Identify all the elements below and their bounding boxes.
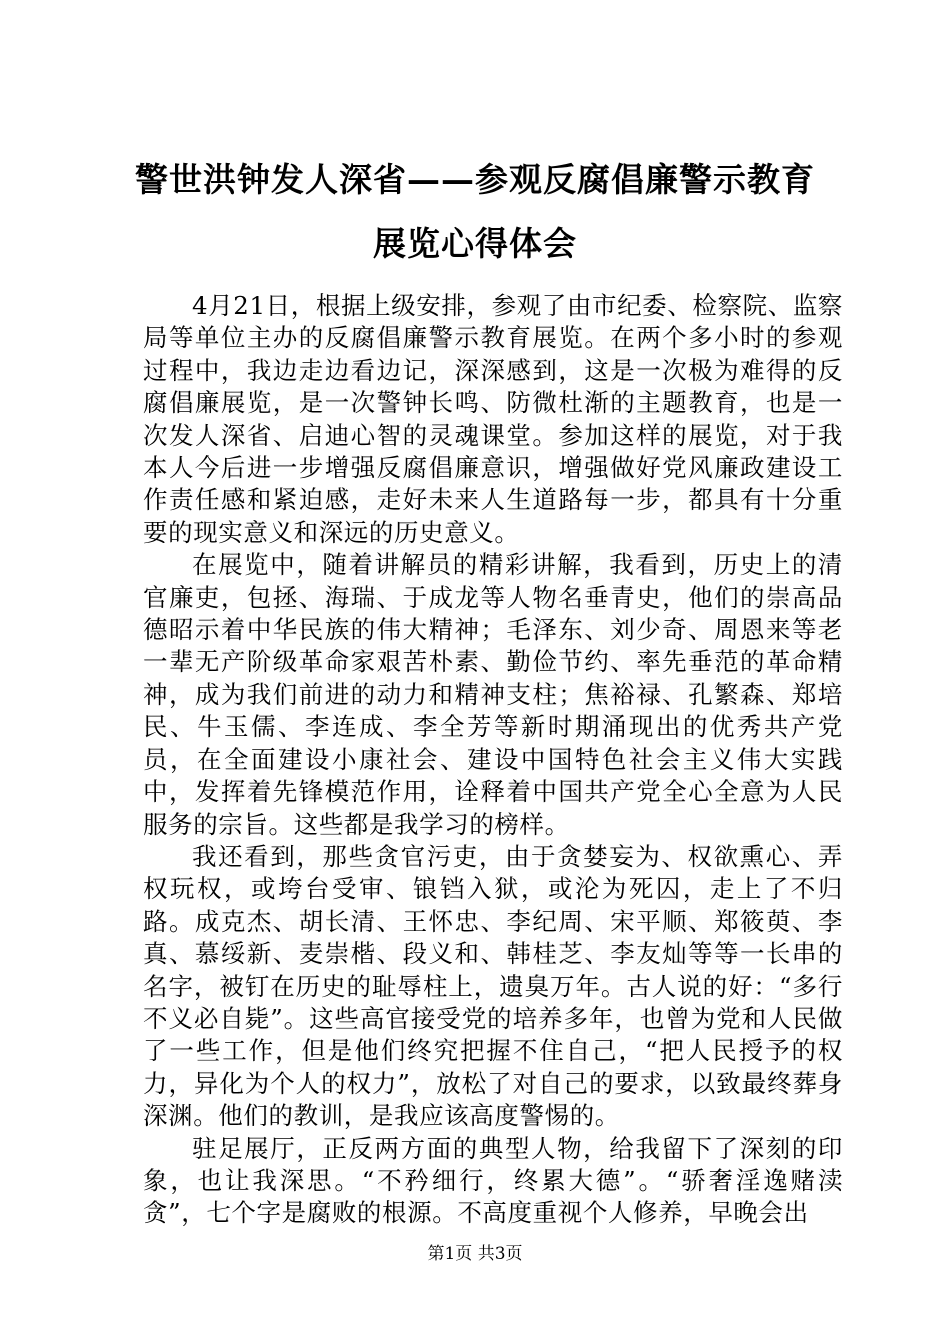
page-number-footer: 第1页 共3页	[427, 1244, 523, 1264]
paragraph: 我还看到，那些贪官污吏，由于贪婪妄为、权欲熏心、弄权玩权，或垮台受审、锒铛入狱，或沦为死囚，走上了不归路。成克杰、胡长清、王怀忠、李纪周、宋平顺、郑筱萸、李真、慕绥新、麦崇楷、段义和、韩桂芝、李友灿等等一长串的名字，被钉在历史的耻辱柱上，遗臭万年。古人说的好：“多行不义必自毙”。这些高官接受党的培养多年，也曾为党和人民做了一些工作，但是他们终究把握不住自己，“把人民授予的权力，异化为个人的权力”，放松了对自己的要求，以致最终葬身深渊。他们的教训，是我应该高度警惕的。	[143, 841, 843, 1131]
paragraph: 4月21日，根据上级安排，参观了由市纪委、检察院、监察局等单位主办的反腐倡廉警示教育展览。在两个多小时的参观过程中，我边走边看边记，深深感到，这是一次极为难得的反腐倡廉展览，是一次警钟长鸣、防微杜渐的主题教育，也是一次发人深省、启迪心智的灵魂课堂。参加这样的展览，对于我本人今后进一步增强反腐倡廉意识，增强做好党风廉政建设工作责任感和紧迫感，走好未来人生道路每一步，都具有十分重要的现实意义和深远的历史意义。	[143, 291, 843, 547]
document-title-line-1: 警世洪钟发人深省——参观反腐倡廉警示教育	[135, 160, 815, 199]
document-body	[143, 290, 843, 1230]
paragraph: 驻足展厅，正反两方面的典型人物，给我留下了深刻的印象，也让我深思。“不矜细行，终累大德”。“骄奢淫逸赌渎贪”，七个字是腐败的根源。不高度重视个人修养，早晚会出	[143, 1133, 843, 1228]
paragraph: 在展览中，随着讲解员的精彩讲解，我看到，历史上的清官廉吏，包拯、海瑞、于成龙等人物名垂青史，他们的崇高品德昭示着中华民族的伟大精神；毛泽东、刘少奇、周恩来等老一辈无产阶级革命家艰苦朴素、勤俭节约、率先垂范的革命精神，成为我们前进的动力和精神支柱；焦裕禄、孔繁森、郑培民、牛玉儒、李连成、李全芳等新时期涌现出的优秀共产党员，在全面建设小康社会、建设中国特色社会主义伟大实践中，发挥着先锋模范作用，诠释着中国共产党全心全意为人民服务的宗旨。这些都是我学习的榜样。	[143, 550, 843, 839]
document-title-line-2: 展览心得体会	[373, 224, 577, 263]
